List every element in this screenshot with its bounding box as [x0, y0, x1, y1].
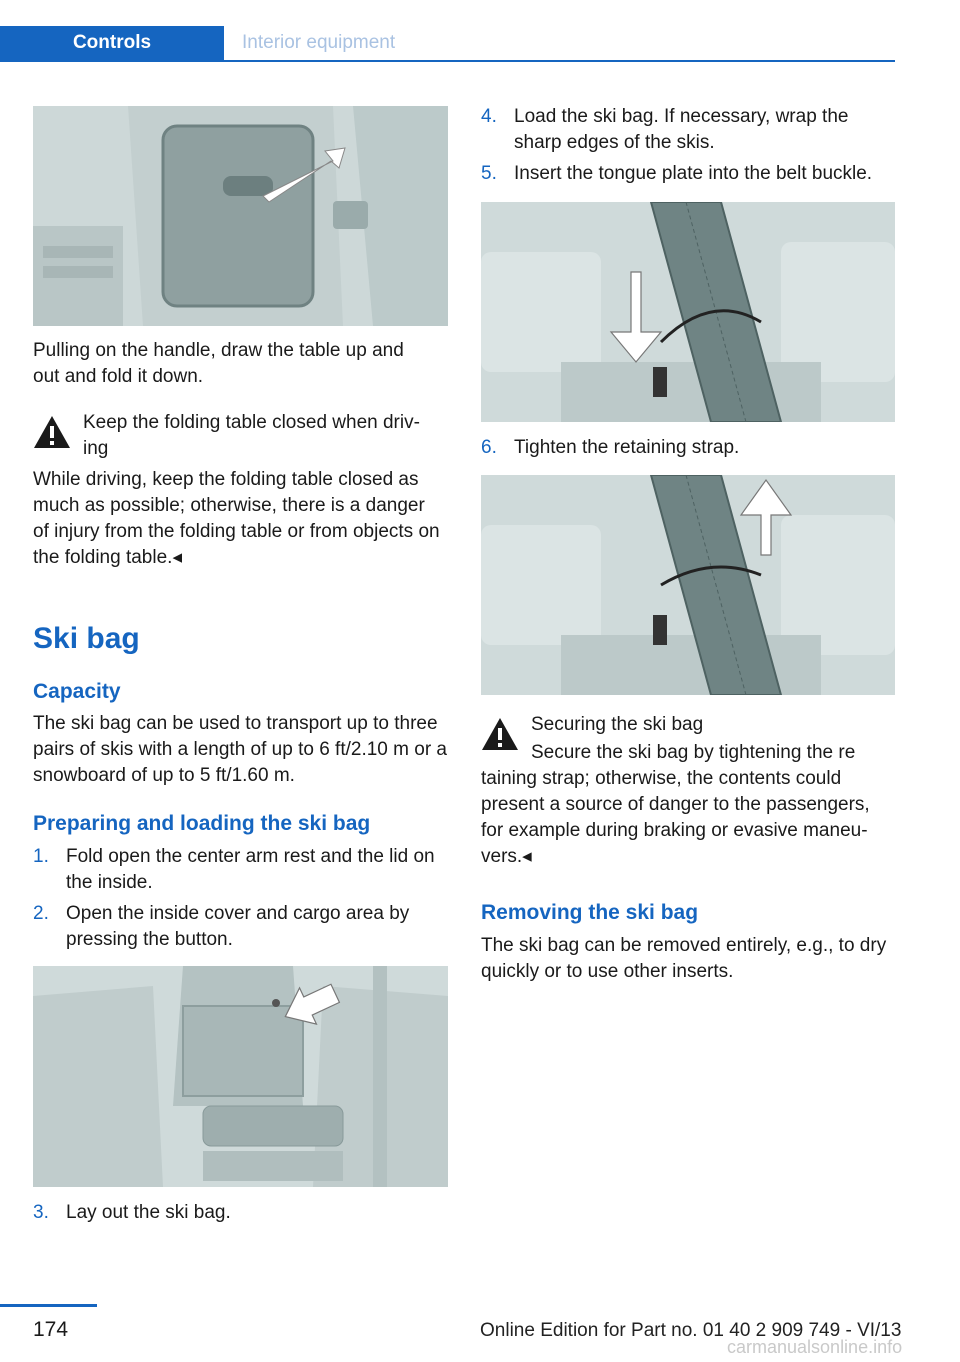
warning-triangle-icon: [33, 414, 71, 450]
warning-triangle-icon: [481, 716, 519, 752]
warning-body-folding-table: While driving, keep the folding table closed as much as possible; otherwise, there is a danger of injury from the folding table or from objects on the folding table.◂: [33, 469, 440, 568]
header-rule: [0, 60, 895, 62]
caption-folding-table: Pulling on the handle, draw the table up and out and fold it down.: [33, 340, 404, 387]
heading-removing: Removing the ski bag: [481, 901, 699, 924]
step-2: [33, 901, 443, 953]
step-text: Open the inside cover and cargo area by pressing the button.: [66, 903, 410, 950]
footer-rule: [0, 1304, 97, 1307]
step-text: Load the ski bag. If necessary, wrap the sharp edges of the skis.: [514, 106, 849, 153]
step-number: 6.: [481, 437, 497, 458]
figure-center-armrest: [33, 966, 448, 1187]
warning-title-folding-table: Keep the folding table closed when driving: [83, 412, 420, 459]
step-6: [481, 435, 896, 461]
step-number: 2.: [33, 903, 49, 924]
heading-preparing: Preparing and loading the ski bag: [33, 812, 371, 835]
step-1: [33, 844, 443, 896]
step-text: Lay out the ski bag.: [66, 1202, 231, 1223]
figure-belt-buckle: [481, 202, 895, 422]
figure-retaining-strap: [481, 475, 895, 695]
step-number: 5.: [481, 163, 497, 184]
step-number: 4.: [481, 106, 497, 127]
step-text: Tighten the retaining strap.: [514, 437, 740, 458]
figure-folding-table: [33, 106, 448, 326]
edition-note: Online Edition for Part no. 01 40 2 909 749 - VI/13: [480, 1320, 902, 1341]
step-number: 1.: [33, 846, 49, 867]
step-text: Insert the tongue plate into the belt buckle.: [514, 163, 873, 184]
step-number: 3.: [33, 1202, 49, 1223]
section-title-ski-bag: Ski bag: [33, 622, 140, 655]
warning-body-ski-bag: taining strap; otherwise, the contents could present a source of danger to the passengers, for example during braking or evasive maneuvers.◂: [481, 768, 870, 867]
capacity-body: The ski bag can be used to transport up to three pairs of skis with a length of up to 6 ft/2.10 m or a snowboard of up to 5 ft/1.60 m.: [33, 713, 447, 786]
warning-body-first-line: Secure the ski bag by tightening the re: [531, 742, 856, 763]
watermark: carmanualsonline.info: [727, 1337, 903, 1357]
page-header: [0, 26, 895, 62]
step-5: [481, 161, 896, 187]
heading-capacity: Capacity: [33, 680, 121, 703]
step-3: [33, 1200, 443, 1226]
step-text: Fold open the center arm rest and the lid on the inside.: [66, 846, 435, 893]
page-number: 174: [33, 1318, 69, 1341]
header-subsection: Interior equipment: [242, 32, 396, 53]
removing-body: The ski bag can be removed entirely, e.g., to dry quickly or to use other inserts.: [481, 935, 887, 982]
step-4: [481, 104, 896, 156]
warning-title-ski-bag: Securing the ski bag: [531, 714, 704, 735]
header-section-tab: Controls: [0, 26, 224, 60]
